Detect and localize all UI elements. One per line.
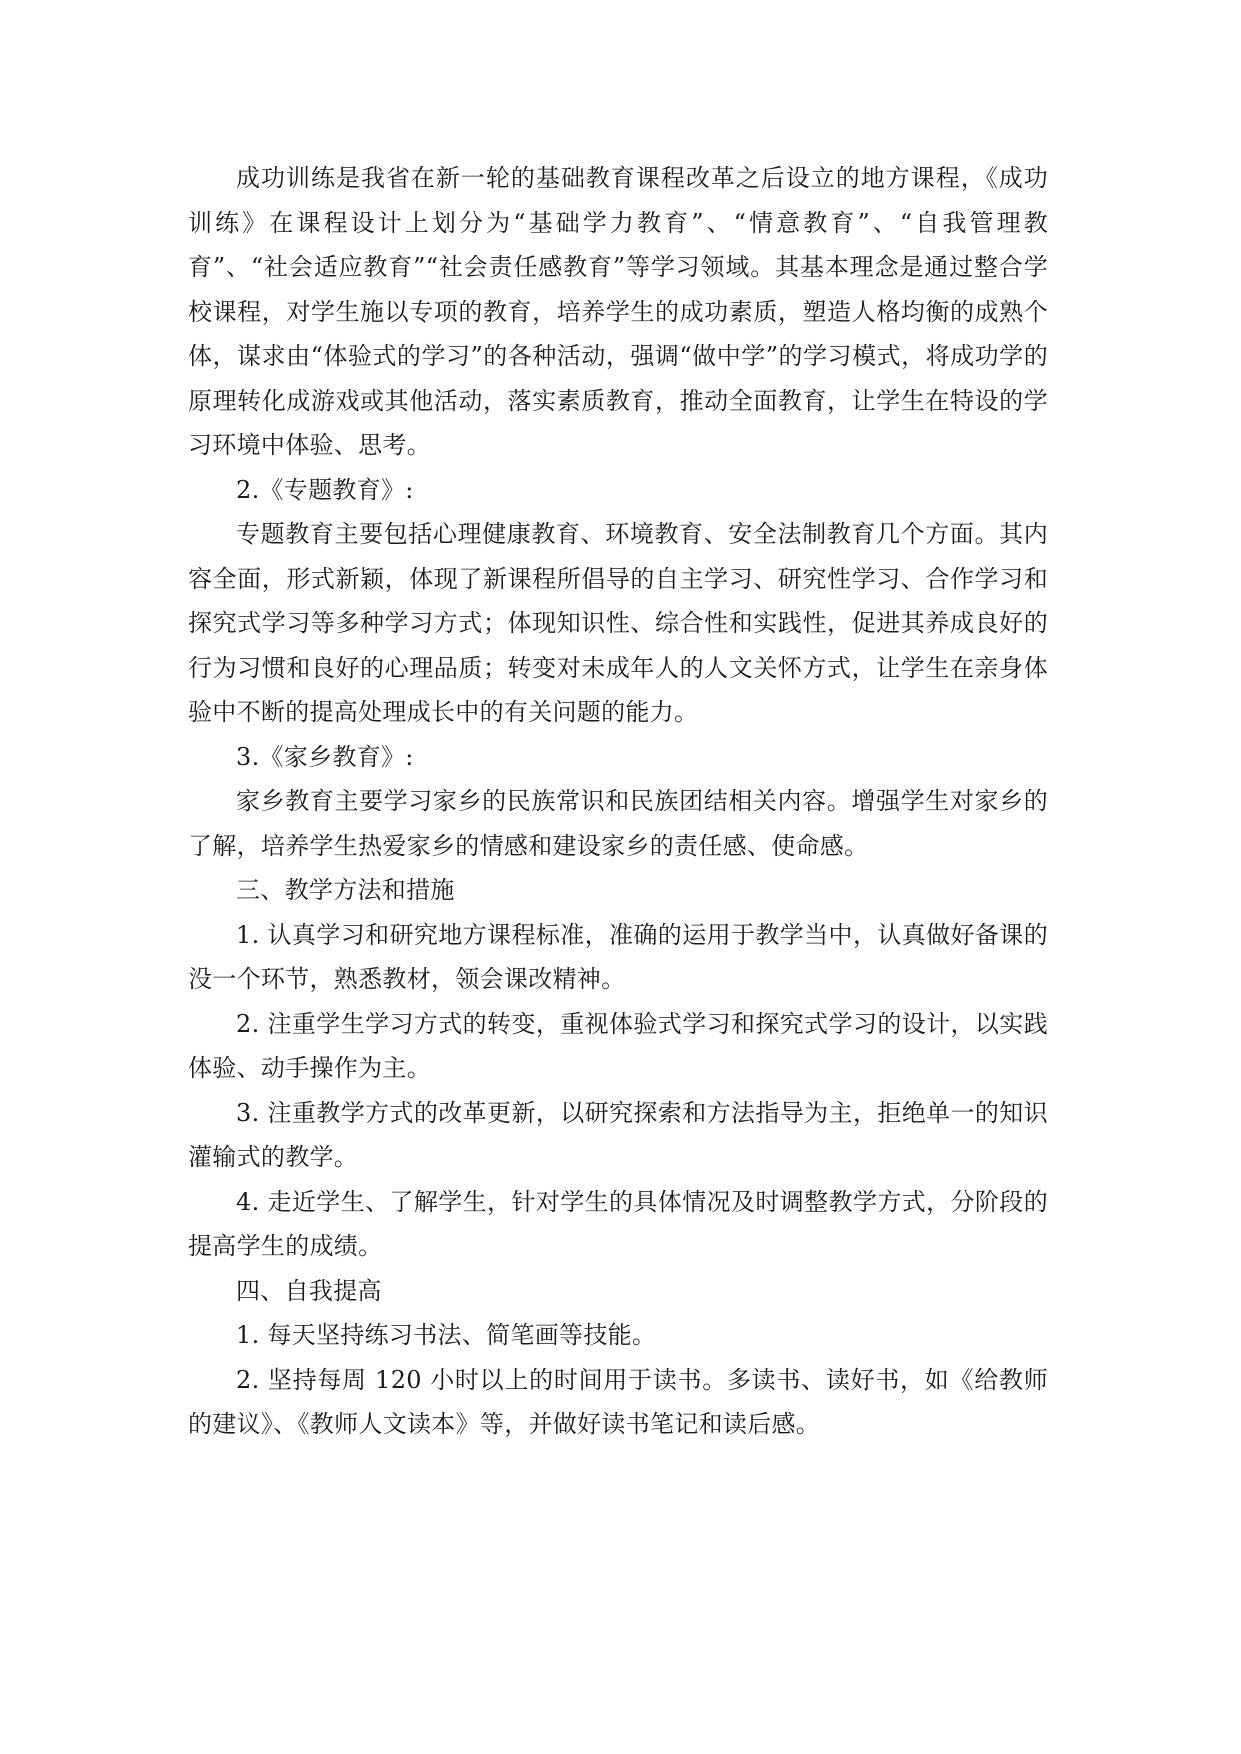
document-body <box>188 156 1048 1447</box>
list-item-improvement-1: 1. 每天坚持练习书法、简笔画等技能。 <box>236 1321 657 1349</box>
list-item-method-2: 2. 注重学生学习方式的转变，重视体验式学习和探究式学习的设计，以实践体验、动手操作为主。 <box>188 1009 1048 1082</box>
list-item-method-3: 3. 注重教学方式的改革更新，以研究探索和方法指导为主，拒绝单一的知识灌输式的教学。 <box>188 1098 1048 1171</box>
list-item-improvement-2: 2. 坚持每周 120 小时以上的时间用于读书。多读书、读好书，如《给教师的建议》、《教师人文读本》等，并做好读书笔记和读后感。 <box>188 1365 1048 1438</box>
paragraph-special-topic-education: 专题教育主要包括心理健康教育、环境教育、安全法制教育几个方面。其内容全面，形式新颖，体现了新课程所倡导的自主学习、研究性学习、合作学习和探究式学习等多种学习方式；体现知识性、综合性和实践性，促进其养成良好的行为习惯和良好的心理品质；转变对未成年人的人文关怀方式，让学生在亲身体验中不断的提高处理成长中的有关问题的能力。 <box>188 520 1048 726</box>
section-heading-self-improvement: 四、自我提高 <box>236 1276 382 1305</box>
list-item-method-1: 1. 认真学习和研究地方课程标准，准确的运用于教学当中，认真做好备课的没一个环节，熟悉教材，领会课改精神。 <box>188 920 1048 993</box>
paragraph-intro-success-training: 成功训练是我省在新一轮的基础教育课程改革之后设立的地方课程，《成功训练》在课程设计上划分为“基础学力教育”、“情意教育”、“自我管理教育”、“社会适应教育”“社会责任感教育”等学习领域。其基本理念是通过整合学校课程，对学生施以专项的教育，培养学生的成功素质，塑造人格均衡的成熟个体，谋求由“体验式的学习”的各种活动，强调“做中学”的学习模式，将成功学的原理转化成游戏或其他活动，落实素质教育，推动全面教育，让学生在特设的学习环境中体验、思考。 <box>188 164 1048 459</box>
heading-hometown-education: 3.《家乡教育》: <box>236 742 414 771</box>
paragraph-hometown-education: 家乡教育主要学习家乡的民族常识和民族团结相关内容。增强学生对家乡的了解，培养学生热爱家乡的情感和建设家乡的责任感、使命感。 <box>188 787 1048 860</box>
section-heading-teaching-methods: 三、教学方法和措施 <box>236 876 455 904</box>
heading-special-topic-education: 2.《专题教育》: <box>236 475 414 504</box>
list-item-method-4: 4. 走近学生、了解学生，针对学生的具体情况及时调整教学方式，分阶段的提高学生的成绩。 <box>188 1187 1048 1260</box>
